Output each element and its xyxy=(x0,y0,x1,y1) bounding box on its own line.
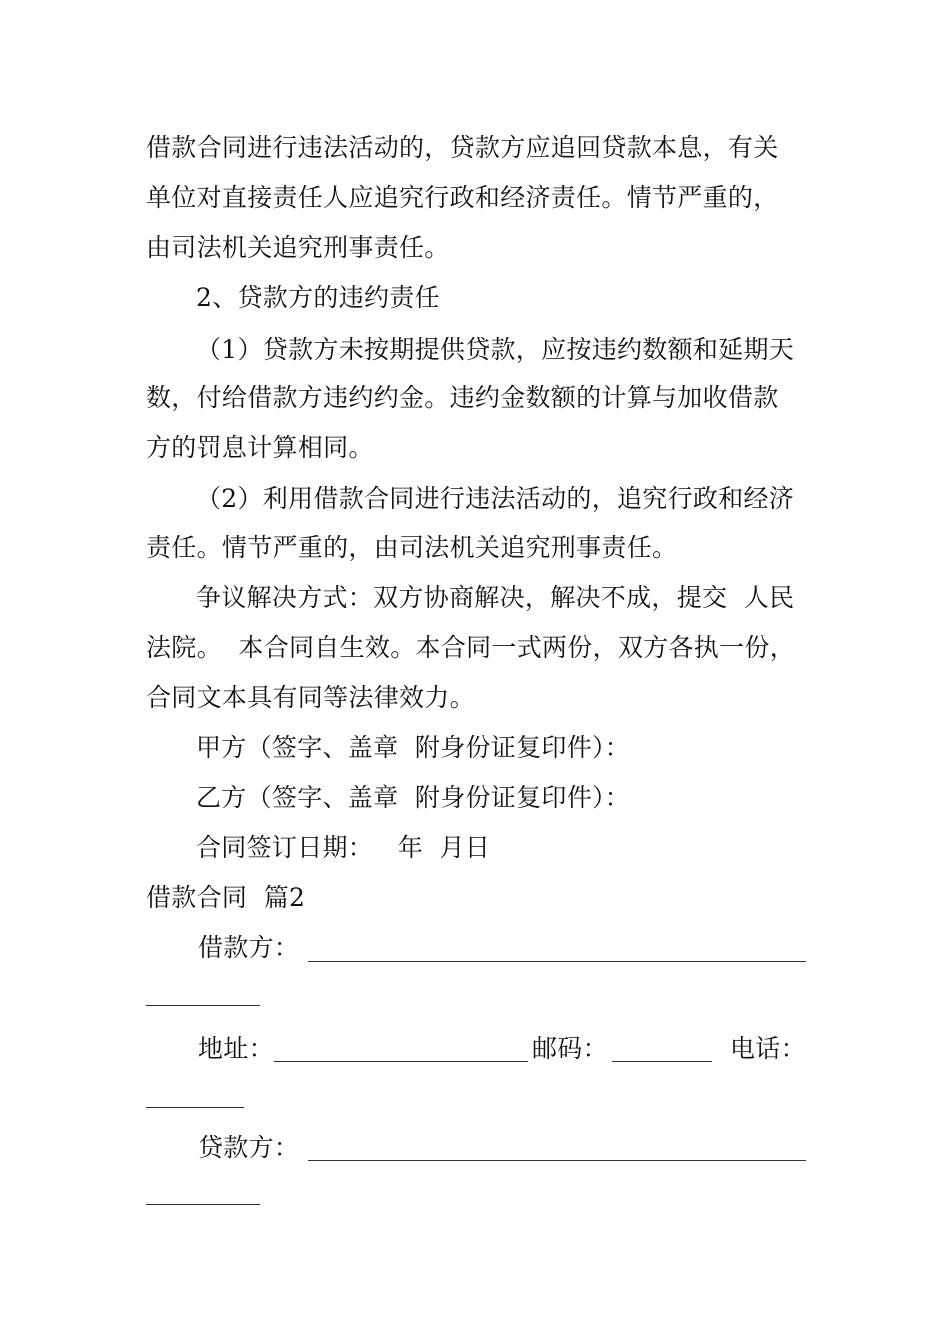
paragraph-line: 合同文本具有同等法律效力。 xyxy=(146,683,475,712)
party-a-signature-line: 甲方（签字、盖章 附身份证复印件）： xyxy=(196,733,631,762)
paragraph-line: 责任。情节严重的，由司法机关追究刑事责任。 xyxy=(146,533,678,562)
address-label: 地址： xyxy=(198,1034,274,1063)
borrower-blank[interactable] xyxy=(308,961,806,962)
paragraph-line: 法院。 本合同自生效。本合同一式两份，双方各执一份， xyxy=(146,633,795,662)
section-heading: 2、贷款方的违约责任 xyxy=(196,283,440,312)
lender-blank[interactable] xyxy=(308,1160,806,1161)
paragraph-line: 争议解决方式：双方协商解决，解决不成，提交 人民 xyxy=(196,583,795,612)
section-title: 借款合同 篇2 xyxy=(146,883,306,912)
phone-blank[interactable] xyxy=(146,1107,244,1108)
postcode-blank[interactable] xyxy=(612,1061,712,1062)
paragraph-line: （1）贷款方未按期提供贷款，应按违约数额和延期天 xyxy=(196,335,795,364)
lender-blank-continued[interactable] xyxy=(146,1204,260,1205)
paragraph-line: 由司法机关追究刑事责任。 xyxy=(146,233,450,262)
paragraph-line: 数，付给借款方违约约金。违约金数额的计算与加收借款 xyxy=(146,383,779,412)
party-b-signature-line: 乙方（签字、盖章 附身份证复印件）： xyxy=(196,783,631,812)
borrower-blank-continued[interactable] xyxy=(146,1005,260,1006)
signing-date-line: 合同签订日期： 年 月日 xyxy=(196,833,491,862)
paragraph-line: 借款合同进行违法活动的，贷款方应追回贷款本息，有关 xyxy=(146,133,779,162)
phone-label: 电话： xyxy=(730,1034,806,1063)
address-blank[interactable] xyxy=(274,1061,528,1062)
paragraph-line: （2）利用借款合同进行违法活动的，追究行政和经济 xyxy=(196,484,795,513)
paragraph-line: 方的罚息计算相同。 xyxy=(146,433,374,462)
lender-label: 贷款方： xyxy=(198,1133,300,1162)
paragraph-line: 单位对直接责任人应追究行政和经济责任。情节严重的， xyxy=(146,183,779,212)
borrower-label: 借款方： xyxy=(198,933,300,962)
postcode-label: 邮码： xyxy=(532,1034,608,1063)
